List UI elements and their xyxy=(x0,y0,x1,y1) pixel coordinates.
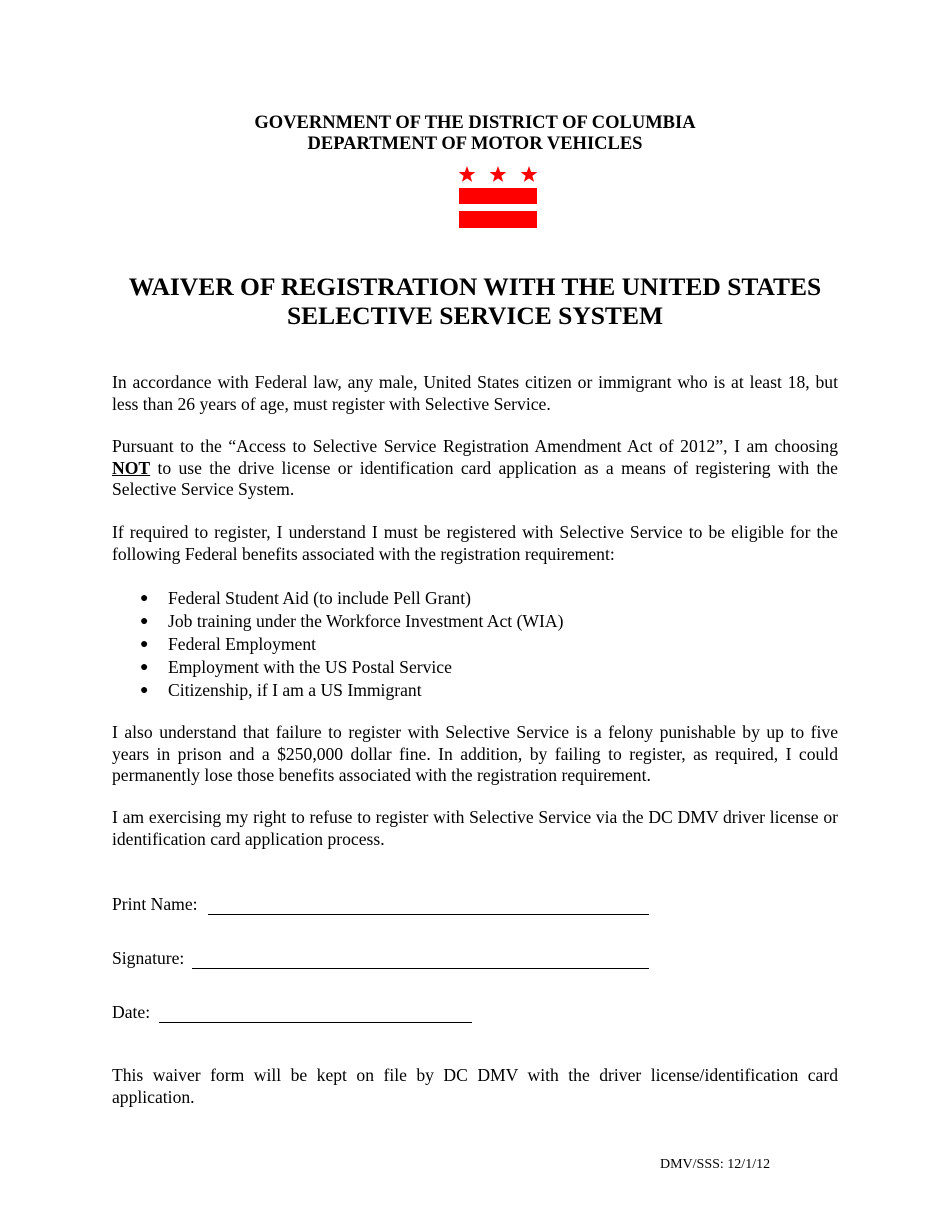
signature-field xyxy=(112,947,652,971)
paragraph-file-notice: This waiver form will be kept on file by DC DMV with the driver license/identification card application. xyxy=(112,1065,838,1107)
bullet-icon: ● xyxy=(140,683,149,698)
flag-star-left xyxy=(459,166,475,182)
list-item: ● Federal Student Aid (to include Pell Grant) xyxy=(140,588,471,608)
paragraph-benefits-intro: If required to register, I understand I must be registered with Selective Service to be eligible for the following Federal benefits associated with the registration requirement: xyxy=(112,522,838,564)
form-number: DMV/SSS: 12/1/12 xyxy=(660,1157,771,1172)
bullet-icon: ● xyxy=(140,591,149,606)
list-item: ● Employment with the US Postal Service xyxy=(140,657,452,677)
print-name-label: Print Name: xyxy=(112,894,198,914)
agency-line-government: GOVERNMENT OF THE DISTRICT OF COLUMBIA xyxy=(254,113,696,133)
list-item: ● Job training under the Workforce Investment Act (WIA) xyxy=(140,611,564,631)
pursuant-text-before: Pursuant to the “Access to Selective Service Registration Amendment Act of 2012”, I am choosing xyxy=(112,436,838,456)
date-input-line[interactable] xyxy=(159,1022,472,1023)
pursuant-text-after: to use the drive license or identification card application as a means of registering with the Selective Service System. xyxy=(112,457,838,499)
list-item: ● Federal Employment xyxy=(140,634,317,654)
flag-star-center xyxy=(490,166,507,182)
paragraph-federal-law: In accordance with Federal law, any male, United States citizen or immigrant who is at least 18, but less than 26 years of age, must register with Selective Service. xyxy=(112,372,838,414)
print-name-input-line[interactable] xyxy=(208,914,649,915)
benefits-list xyxy=(112,587,812,702)
flag-bar-top xyxy=(459,188,537,204)
signature-input-line[interactable] xyxy=(192,968,649,969)
bullet-icon: ● xyxy=(140,637,149,652)
form-title-line1: WAIVER OF REGISTRATION WITH THE UNITED STATES xyxy=(128,272,822,301)
bullet-icon: ● xyxy=(140,660,149,675)
list-item: ● Citizenship, if I am a US Immigrant xyxy=(140,680,422,700)
date-label: Date: xyxy=(112,1002,151,1022)
dc-flag-icon xyxy=(459,163,537,229)
bullet-icon: ● xyxy=(140,614,149,629)
signature-label: Signature: xyxy=(112,948,185,968)
not-emphasis: NOT xyxy=(112,457,151,478)
print-name-field xyxy=(112,893,652,917)
date-field xyxy=(112,1001,474,1025)
paragraph-refusal: I am exercising my right to refuse to register with Selective Service via the DC DMV driver license or identification card application process. xyxy=(112,807,838,849)
paragraph-pursuant xyxy=(112,436,838,501)
form-title xyxy=(0,272,950,330)
flag-bar-bottom xyxy=(459,211,537,228)
form-title-line2: SELECTIVE SERVICE SYSTEM xyxy=(286,301,664,330)
paragraph-felony-warning: I also understand that failure to register with Selective Service is a felony punishable by up to five years in prison and a $250,000 dollar fine. In addition, by failing to register, as required, I could permanently lose those benefits associated with the registration requirement. xyxy=(112,722,838,785)
agency-line-dmv: DEPARTMENT OF MOTOR VEHICLES xyxy=(307,134,643,154)
agency-header xyxy=(0,113,950,155)
flag-star-right xyxy=(521,166,537,182)
